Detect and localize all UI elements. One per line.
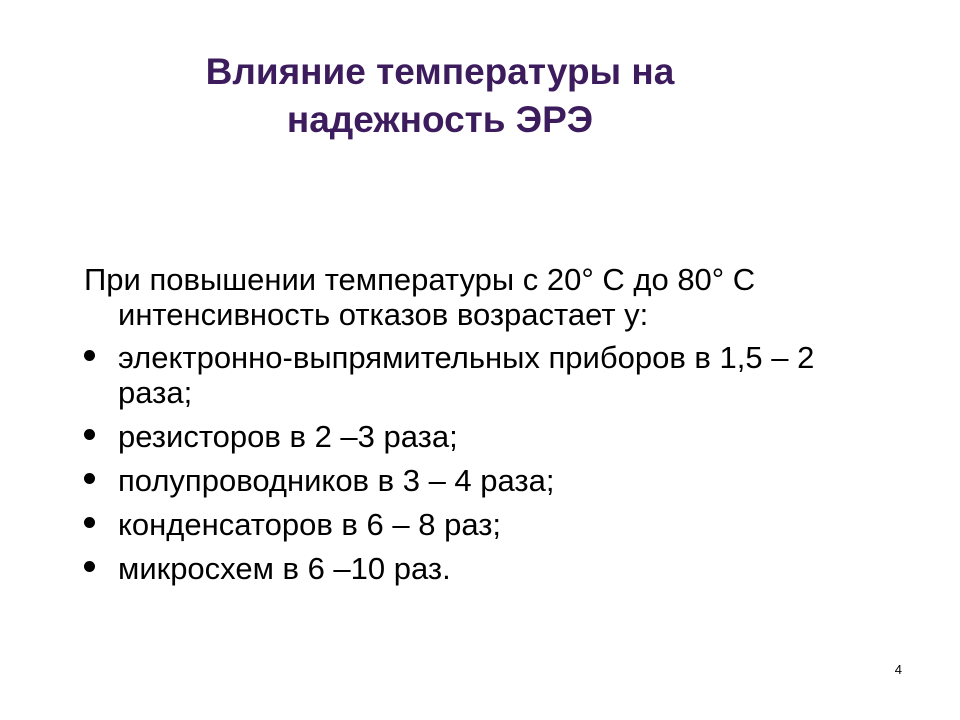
title-line-1: Влияние температуры на (205, 51, 675, 92)
list-item-text: микросхем в 6 –10 раз. (118, 551, 451, 586)
slide-body (84, 262, 884, 595)
bullet-list (84, 340, 884, 586)
intro-text: При повышении температуры с 20° С до 80° С интенсивность отказов возрастает у: (84, 262, 756, 332)
list-item-text: конденсаторов в 6 – 8 раз; (118, 507, 502, 542)
bullet-icon (84, 473, 95, 484)
list-item (84, 507, 884, 542)
list-item-text: электронно-выпрямительных приборов в 1,5 – 2 раза; (118, 340, 815, 410)
bullet-icon (84, 561, 95, 572)
list-item-text: полупроводников в 3 – 4 раза; (118, 463, 555, 498)
list-item (84, 419, 884, 454)
list-item (84, 551, 884, 586)
page-number: 4 (894, 662, 902, 677)
bullet-icon (84, 517, 95, 528)
bullet-icon (84, 350, 95, 361)
title-line-2: надежность ЭРЭ (286, 99, 594, 140)
bullet-icon (84, 429, 95, 440)
slide-title (60, 48, 820, 144)
list-item (84, 340, 884, 410)
list-item-text: резисторов в 2 –3 раза; (118, 419, 458, 454)
list-item (84, 463, 884, 498)
